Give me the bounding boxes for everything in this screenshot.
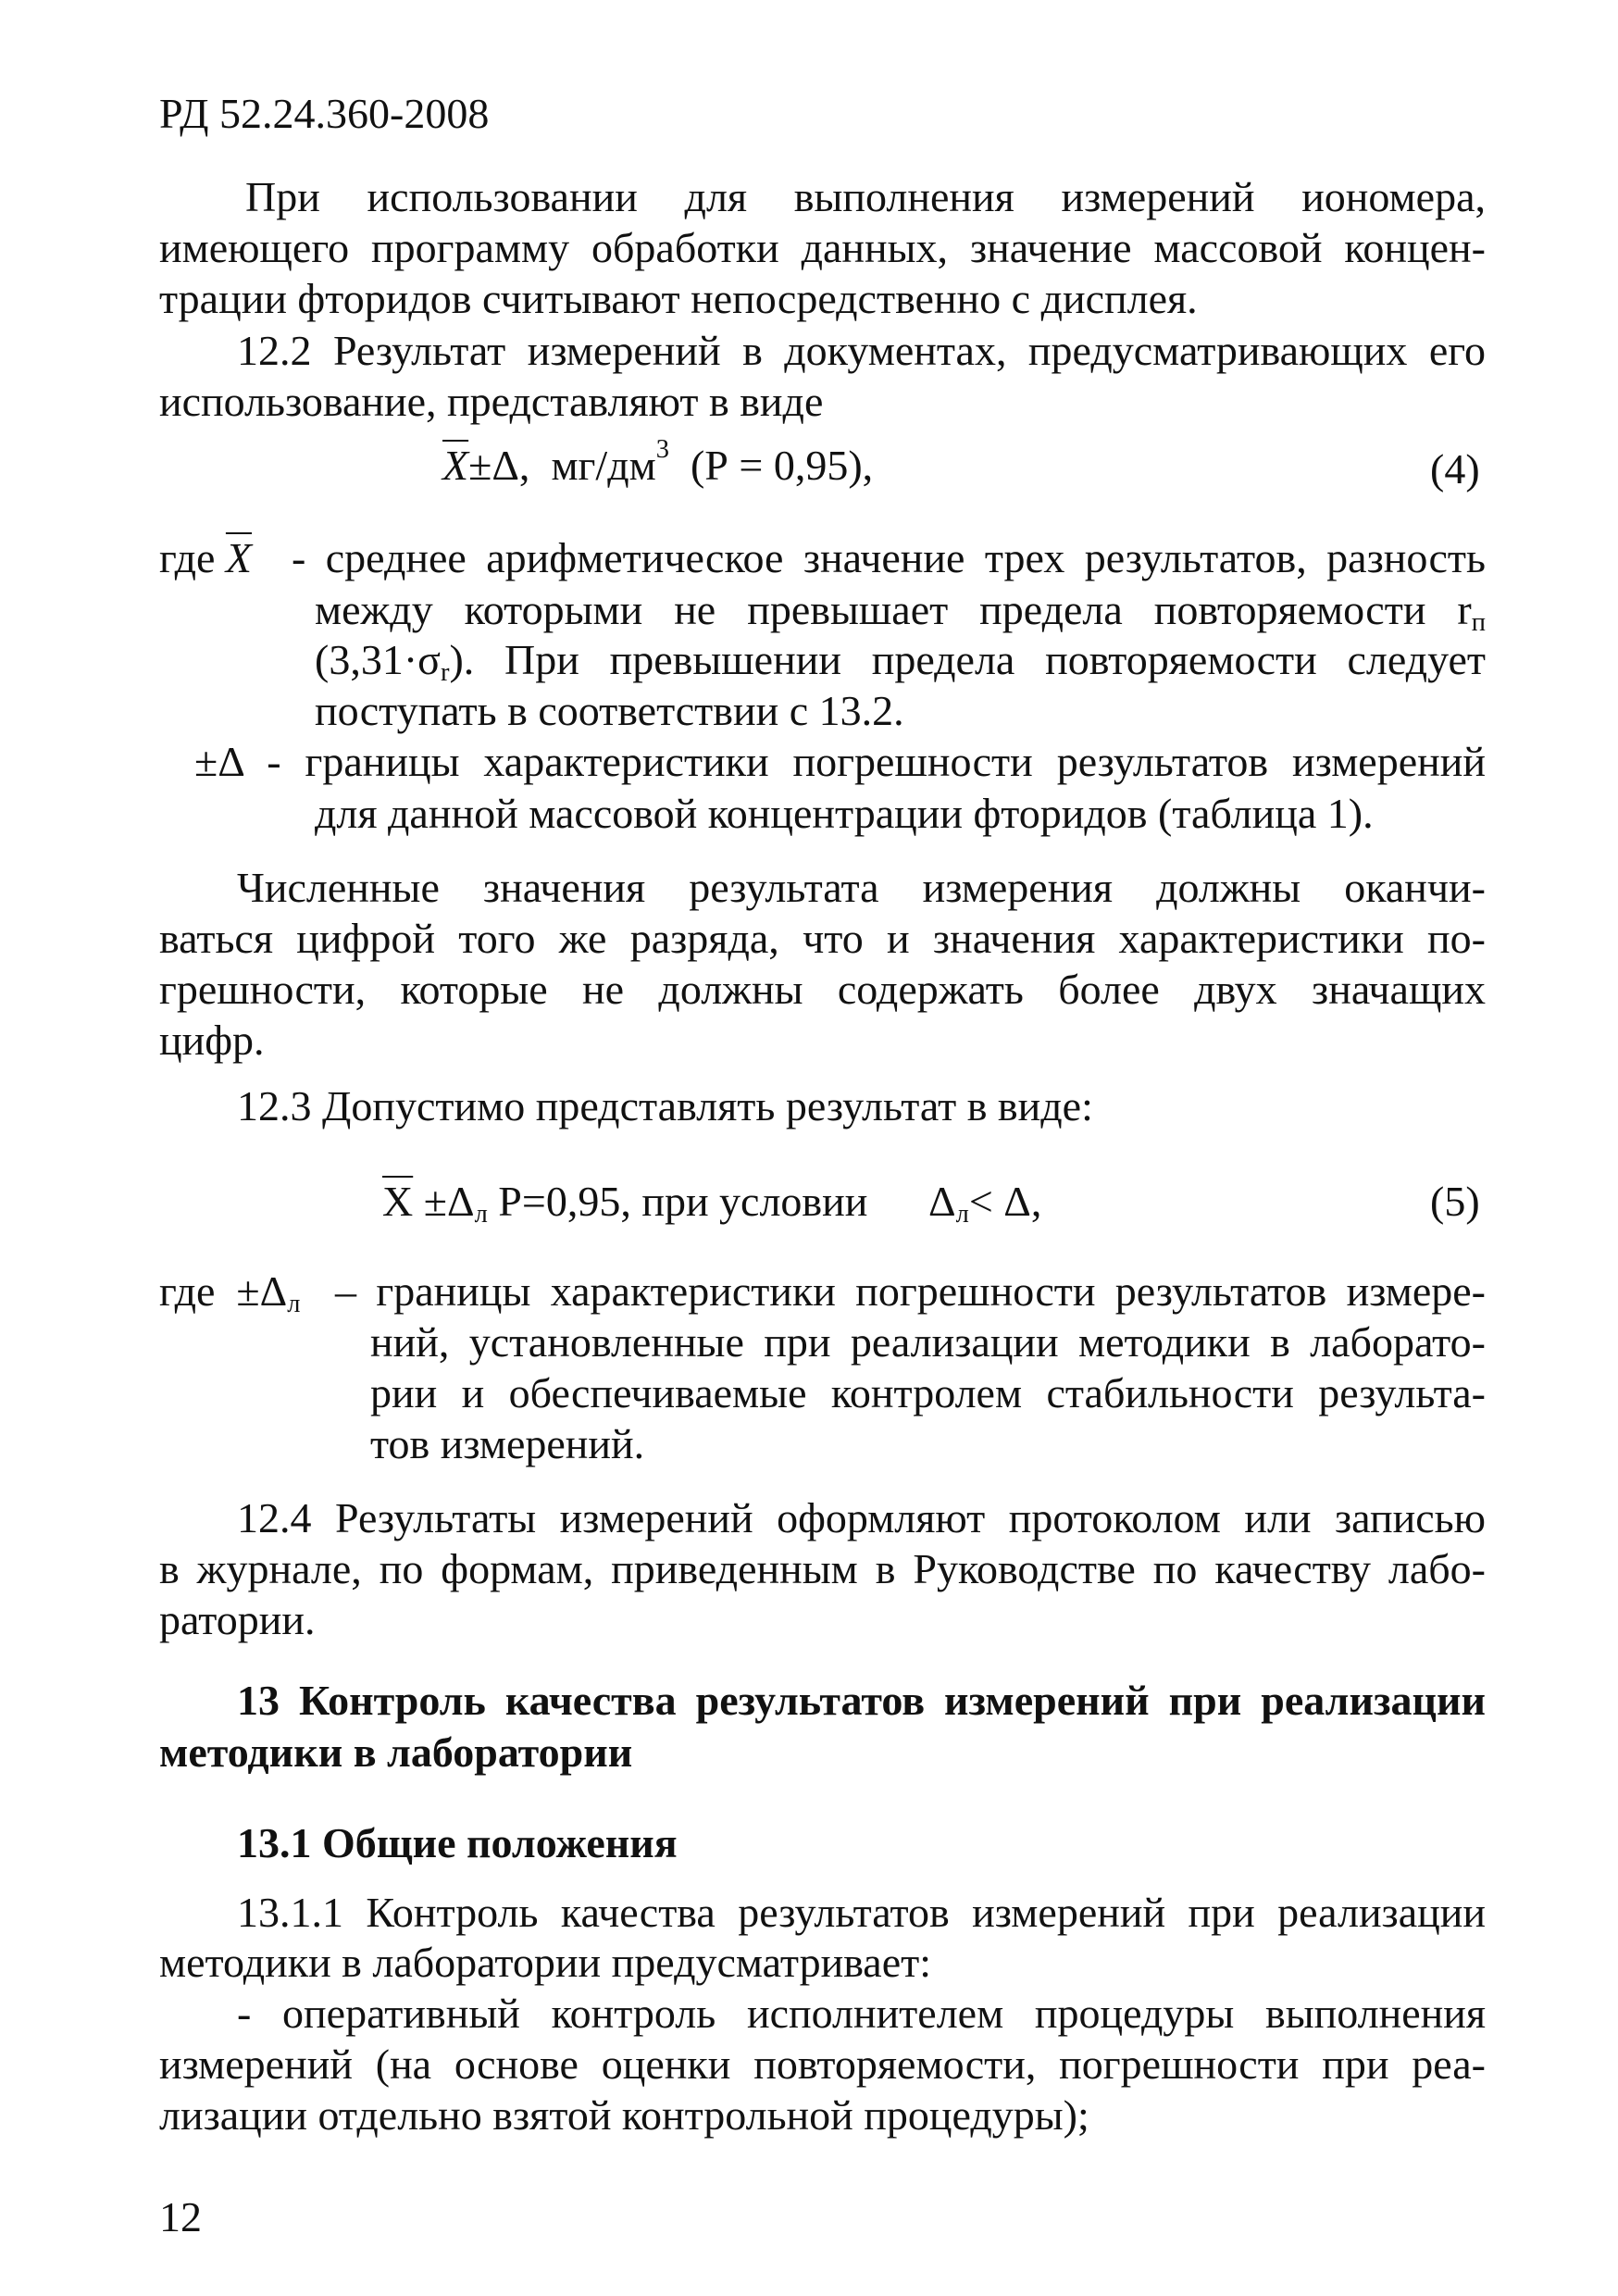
para-13-1-1-line-1: 13.1.1 Контроль качества результатов измерений при реализации xyxy=(237,1889,1486,1936)
para-12-4-line-3: ратории. xyxy=(159,1596,316,1643)
x-mean-symbol: $\overline{X}$ xyxy=(225,534,253,581)
where-4-delta-line-2: для данной массовой концентрации фторидов (таблица 1). xyxy=(315,790,1374,837)
where-4-label xyxy=(159,534,253,581)
section-13-heading-line-1: 13 Контроль качества результатов измерений при реализации xyxy=(237,1677,1486,1724)
where-5-line-1: – границы характеристики погрешности результатов измере- xyxy=(335,1267,1486,1315)
para-12-4-line-2: в журнале, по формам, приведенным в Руководстве по качеству лабо- xyxy=(159,1545,1486,1592)
where-4-x-line-1: - среднее арифметическое значение трех результатов, разность xyxy=(292,534,1486,581)
section-13-1-heading: 13.1 Общие положения xyxy=(237,1819,678,1866)
formula-4-condition: (Р = 0,95), xyxy=(690,442,874,489)
where-4-x-line-4: поступать в соответствии с 13.2. xyxy=(315,687,904,734)
formula-4-number: (4) xyxy=(1430,445,1480,493)
formula-4-delta: ±Δ, xyxy=(468,442,530,489)
document-code: РД 52.24.360-2008 xyxy=(159,90,490,137)
formula-5-comparison: $\Delta_л< \Delta$, xyxy=(928,1178,1042,1229)
bullet-1-line-3: лизации отдельно взятой контрольной процедуры); xyxy=(159,2091,1089,2139)
where-4-x-line-2: между которыми не превышает предела повторяемости $r_п$ xyxy=(315,586,1486,638)
para-13-1-1-line-2: методики в лаборатории предусматривает: xyxy=(159,1939,932,1986)
para-12-4-line-1: 12.4 Результаты измерений оформляют протоколом или записью xyxy=(237,1494,1486,1541)
where-5-line-4: тов измерений. xyxy=(370,1420,645,1467)
bullet-1-line-2: измерений (на основе оценки повторяемости, погрешности при реа- xyxy=(159,2040,1486,2088)
para-ionomer-line-1: При использовании для выполнения измерений иономера, xyxy=(245,173,1486,220)
para-numeric-line-1: Численные значения результата измерения должны оканчи- xyxy=(237,864,1486,911)
where-5-line-3: рии и обеспечиваемые контролем стабильности результа- xyxy=(370,1369,1486,1416)
where-5-label: где $\pm\Delta_л$ xyxy=(159,1267,301,1319)
formula-4-unit-power: 3 xyxy=(655,434,669,464)
para-ionomer-line-2: имеющего программу обработки данных, значение массовой концен- xyxy=(159,224,1486,271)
formula-4 xyxy=(442,434,874,489)
formula-5-number: (5) xyxy=(1430,1178,1480,1225)
x-mean-symbol: $\overline{X}$ xyxy=(382,1178,414,1225)
section-13-heading-line-2: методики в лаборатории xyxy=(159,1728,633,1776)
para-numeric-line-3: грешности, которые не должны содержать более двух значащих xyxy=(159,966,1486,1013)
para-ionomer-line-3: трации фторидов считывают непосредственно с дисплея. xyxy=(159,275,1198,322)
para-numeric-line-4: цифр. xyxy=(159,1017,265,1064)
where-4-delta-line-1: ±Δ - границы характеристики погрешности результатов измерений xyxy=(194,738,1486,785)
formula-4-unit: мг/дм xyxy=(551,442,656,489)
formula-5: $\overline{X} \pm\Delta_л$ Р=0,95, при условии xyxy=(382,1178,868,1229)
bullet-1-line-1: - оперативный контроль исполнителем процедуры выполнения xyxy=(237,1990,1486,2037)
para-12-3: 12.3 Допустимо представлять результат в виде: xyxy=(237,1082,1093,1129)
para-12-2-line-2: использование, представляют в виде xyxy=(159,378,824,425)
where-word: где xyxy=(159,534,216,581)
where-5-line-2: ний, установленные при реализации методики в лаборато- xyxy=(370,1318,1486,1366)
page-number: 12 xyxy=(159,2193,202,2240)
x-mean-symbol: $\overline{X}$ xyxy=(442,442,469,489)
where-4-x-line-3: $(3,31\cdot\sigma_r)$. При превышении предела повторяемости следует xyxy=(315,636,1486,688)
para-12-2-line-1: 12.2 Результат измерений в документах, предусматривающих его xyxy=(237,327,1486,374)
para-numeric-line-2: ваться цифрой того же разряда, что и значения характеристики по- xyxy=(159,915,1486,962)
